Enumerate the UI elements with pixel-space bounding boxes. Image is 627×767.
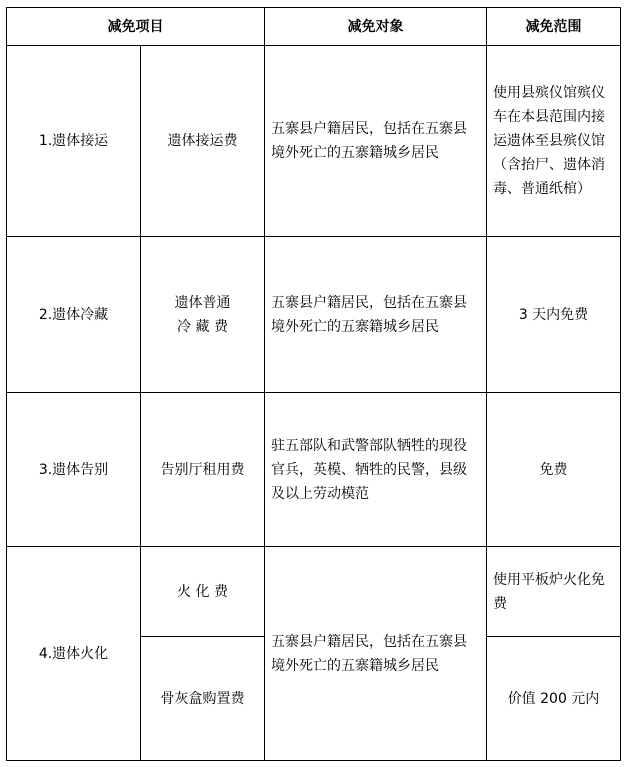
item-cell: 3.遗体告别	[7, 393, 141, 547]
table-row	[7, 393, 621, 547]
header-item: 减免项目	[7, 8, 265, 46]
scope-cell: 使用县殡仪馆殡仪车在本县范围内接运遗体至县殡仪馆（含抬尸、遗体消毒、普通纸棺）	[487, 46, 621, 237]
target-cell: 驻五部队和武警部队牺牲的现役官兵，英模、牺牲的民警，县级及以上劳动模范	[265, 393, 487, 547]
sub-item-cell: 骨灰盒购置费	[141, 637, 265, 761]
target-cell: 五寨县户籍居民，包括在五寨县境外死亡的五寨籍城乡居民	[265, 547, 487, 761]
header-row	[7, 8, 621, 46]
item-cell: 4.遗体火化	[7, 547, 141, 761]
sub-item-cell	[141, 237, 265, 393]
sub-item-cell: 遗体接运费	[141, 46, 265, 237]
sub-item-cell: 火 化 费	[141, 547, 265, 637]
scope-cell: 使用平板炉火化免费	[487, 547, 621, 637]
table-row	[7, 237, 621, 393]
item-cell: 2.遗体冷藏	[7, 237, 141, 393]
scope-cell: 免费	[487, 393, 621, 547]
header-scope: 减免范围	[487, 8, 621, 46]
item-cell: 1.遗体接运	[7, 46, 141, 237]
table-row	[7, 46, 621, 237]
scope-cell: 3 天内免费	[487, 237, 621, 393]
sub-item-line: 遗体普通	[174, 294, 231, 311]
target-cell: 五寨县户籍居民，包括在五寨县境外死亡的五寨籍城乡居民	[265, 46, 487, 237]
header-target: 减免对象	[265, 8, 487, 46]
target-cell: 五寨县户籍居民，包括在五寨县境外死亡的五寨籍城乡居民	[265, 237, 487, 393]
fee-reduction-table	[6, 7, 621, 761]
sub-item-cell: 告别厅租用费	[141, 393, 265, 547]
sub-item-line: 冷 藏 费	[177, 318, 228, 335]
table-row	[7, 547, 621, 637]
scope-cell: 价值 200 元内	[487, 637, 621, 761]
